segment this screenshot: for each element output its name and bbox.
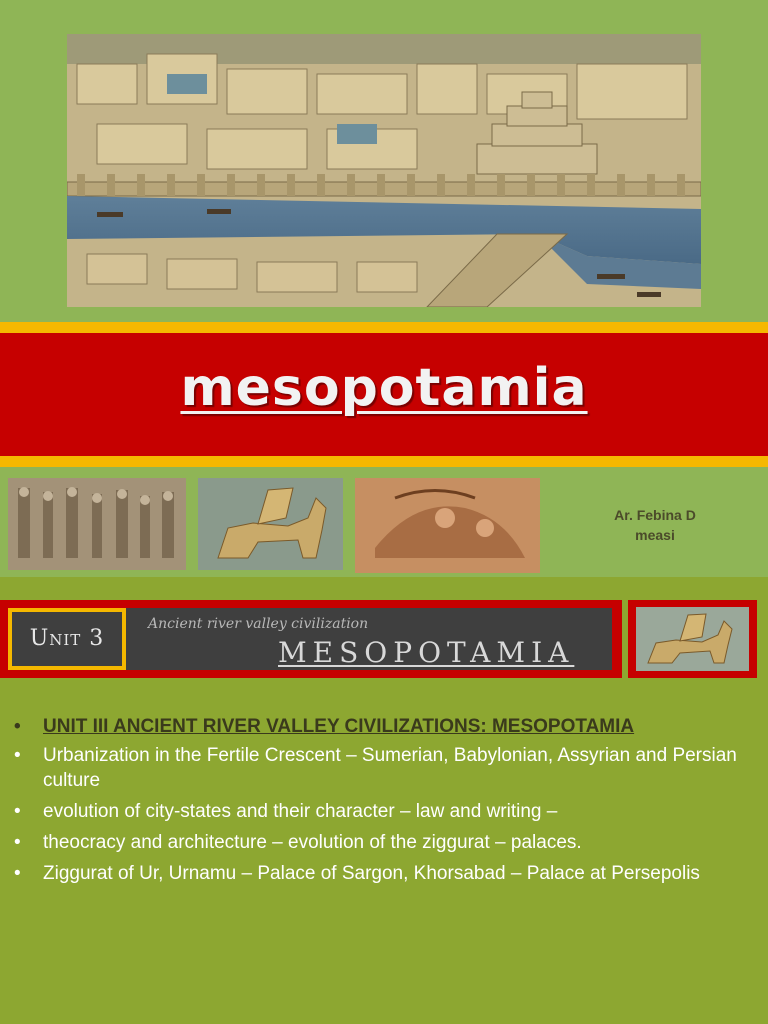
archer-hunt-relief [355, 478, 540, 573]
page-title: mesopotamia [180, 358, 588, 418]
winged-lion-side-image [636, 607, 749, 671]
unit-label: Unit 3 [29, 626, 105, 651]
list-item-text: Urbanization in the Fertile Crescent – Sumerian, Babylonian, Assyrian and Persian culture [43, 745, 737, 791]
bullet-dot: • [14, 801, 21, 822]
relief-thumbnail-1 [8, 478, 186, 570]
list-item [12, 743, 752, 793]
winged-lion-relief [198, 478, 343, 570]
bottom-yellow-strip [0, 456, 768, 467]
bullet-dot: • [14, 832, 21, 853]
hero-image [67, 34, 701, 307]
list-item [12, 714, 752, 739]
relief-carving-figures [8, 478, 186, 570]
unit-banner [0, 600, 622, 678]
unit-label-box [8, 608, 126, 670]
list-item-text: Ziggurat of Ur, Urnamu – Palace of Sargon, Khorsabad – Palace at Persepolis [43, 863, 700, 884]
unit-banner-inner [8, 608, 612, 670]
list-item [12, 830, 752, 855]
list-item [12, 799, 752, 824]
topic-list [12, 714, 752, 892]
author-line-1: Ar. Febina D [614, 507, 696, 523]
bullet-dot: • [14, 863, 21, 884]
unit-side-image-frame [628, 600, 757, 678]
author-name [590, 505, 720, 545]
relief-thumbnail-3 [355, 478, 540, 573]
bullet-dot: • [14, 745, 21, 766]
list-item-text: UNIT III ANCIENT RIVER VALLEY CIVILIZATIONS: MESOPOTAMIA [43, 716, 635, 737]
author-line-2: measi [635, 527, 675, 543]
list-item-text: evolution of city-states and their character – law and writing – [43, 801, 558, 822]
bullet-dot: • [14, 716, 21, 737]
list-item [12, 861, 752, 886]
unit-subtitle: Ancient river valley civilization [148, 616, 369, 632]
city-painting-illustration [67, 34, 701, 307]
unit-title: MESOPOTAMIA [278, 636, 575, 669]
top-yellow-strip [0, 322, 768, 333]
relief-thumbnail-2 [198, 478, 343, 570]
list-item-text: theocracy and architecture – evolution of the ziggurat – palaces. [43, 832, 582, 853]
